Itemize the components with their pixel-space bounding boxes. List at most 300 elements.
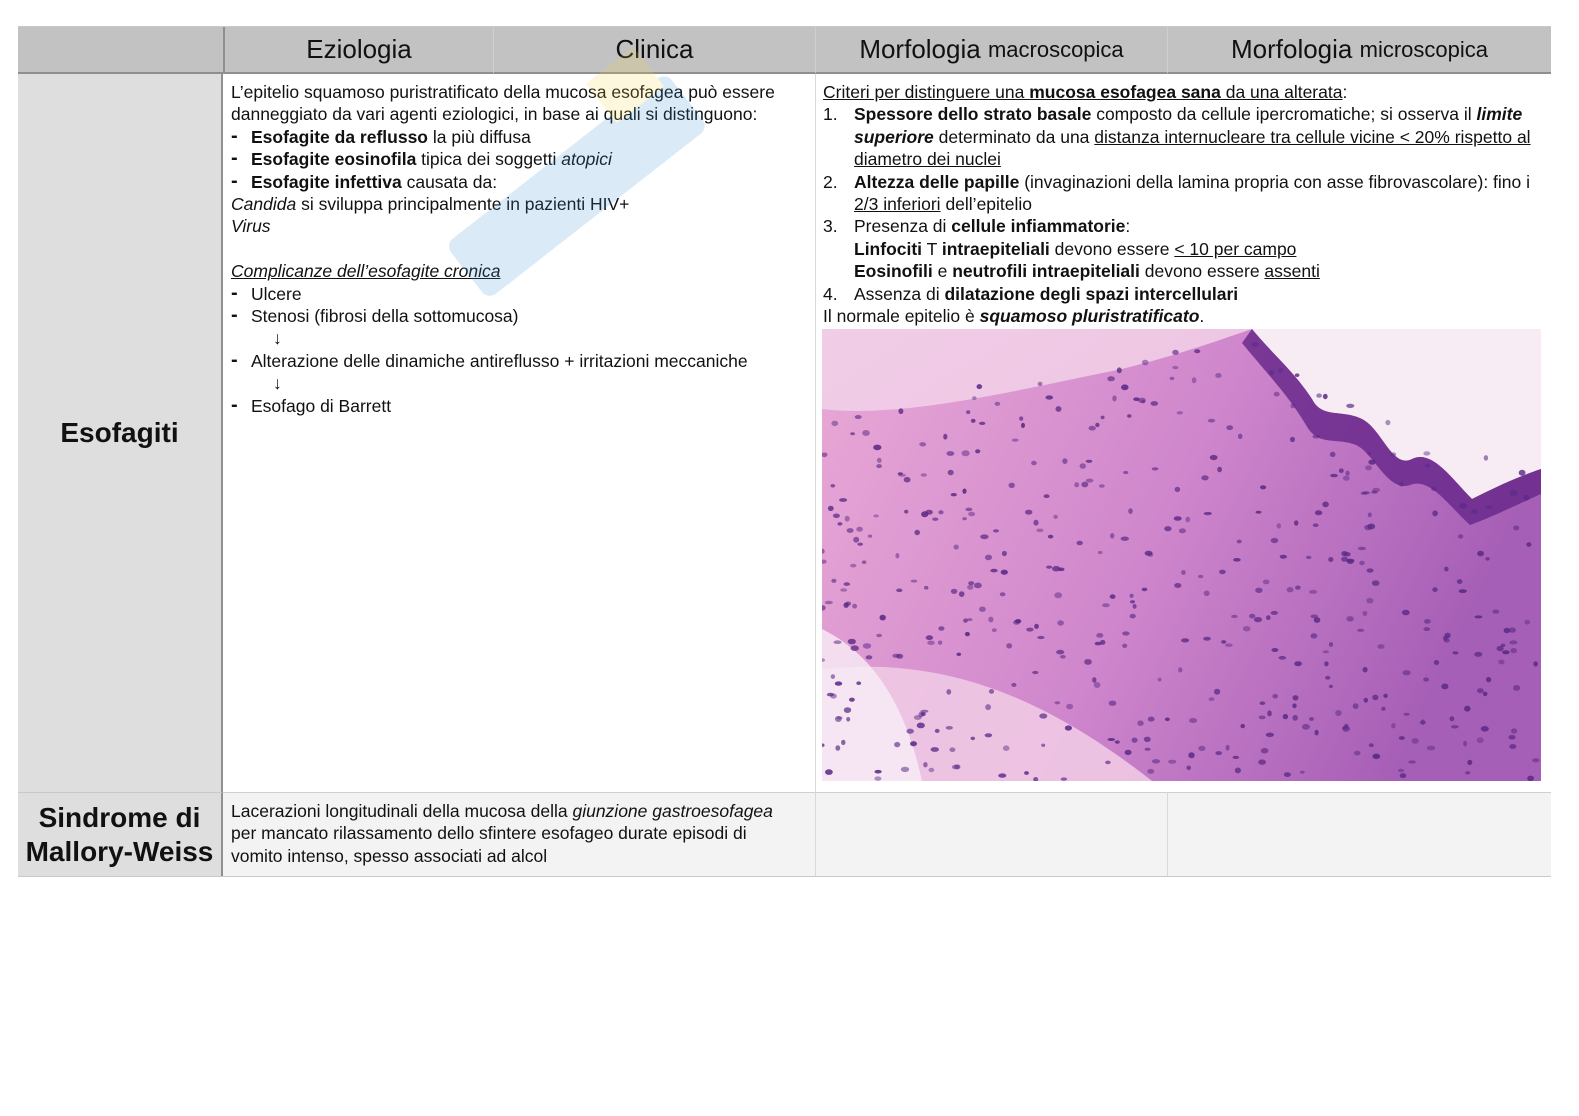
- cell-nucleus: [1013, 620, 1020, 625]
- criteria-list: [823, 103, 1543, 305]
- cell-nucleus: [1420, 721, 1426, 725]
- cell-nucleus: [1526, 542, 1531, 547]
- cell-nucleus: [898, 408, 903, 414]
- cell-nucleus: [1353, 703, 1359, 709]
- cell-nucleus: [1122, 631, 1129, 635]
- cell-nucleus: [831, 579, 836, 583]
- cell-nucleus: [1509, 640, 1517, 644]
- cell-nucleus: [993, 529, 999, 532]
- cell-nucleus: [1434, 660, 1439, 665]
- cell-nucleus: [971, 737, 976, 741]
- cell-nucleus: [919, 442, 926, 446]
- header-empty: [18, 27, 223, 74]
- cell-nucleus: [1208, 419, 1215, 423]
- cell-nucleus: [1498, 660, 1504, 665]
- cell-nucleus: [1081, 482, 1088, 488]
- cell-nucleus: [1074, 482, 1079, 487]
- cell-nucleus: [1215, 751, 1222, 755]
- cell-nucleus: [1329, 685, 1333, 688]
- cell-nucleus: [844, 582, 851, 586]
- cell-nucleus: [1339, 468, 1344, 473]
- cell-nucleus: [1062, 458, 1067, 464]
- cell-nucleus: [1266, 733, 1274, 737]
- cell-nucleus: [831, 674, 835, 679]
- cell-nucleus: [977, 384, 983, 389]
- cell-nucleus: [1221, 640, 1226, 644]
- cell-nucleus: [1444, 567, 1449, 572]
- cell-nucleus: [863, 643, 871, 649]
- cell-nucleus: [1450, 716, 1455, 721]
- cell-nucleus: [1312, 435, 1320, 439]
- cell-nucleus: [1002, 551, 1007, 556]
- cell-nucleus: [1311, 633, 1318, 638]
- cell-nucleus: [825, 601, 833, 605]
- cell-nucleus: [1249, 614, 1255, 619]
- cell-nucleus: [1152, 467, 1159, 470]
- cell-nucleus: [847, 528, 854, 533]
- cell-nucleus: [1323, 394, 1328, 399]
- cell-nucleus: [972, 396, 977, 400]
- cell-nucleus: [831, 421, 838, 426]
- cell-nucleus: [1175, 487, 1181, 492]
- cell-nucleus: [901, 767, 909, 772]
- header-eziologia: [223, 27, 493, 74]
- cell-nucleus: [1194, 349, 1200, 353]
- cell-nucleus: [947, 451, 955, 456]
- cell-nucleus: [1425, 464, 1430, 468]
- cell-nucleus: [1290, 403, 1295, 408]
- cell-nucleus: [1128, 508, 1133, 514]
- cell-nucleus: [1364, 698, 1368, 703]
- cell-nucleus: [1243, 626, 1251, 631]
- header-macroscopica: [815, 27, 1167, 74]
- cell-nucleus: [844, 707, 851, 713]
- cell-nucleus: [1048, 535, 1053, 539]
- cell-nucleus: [1204, 591, 1210, 597]
- cell-nucleus: [857, 543, 863, 546]
- cell-nucleus: [1519, 470, 1526, 476]
- cell-nucleus: [1343, 476, 1350, 481]
- cell-nucleus: [1046, 395, 1054, 399]
- cell-nucleus: [1065, 725, 1072, 730]
- cell-nucleus: [1086, 479, 1094, 483]
- cell-nucleus: [1509, 744, 1516, 749]
- cell-nucleus: [946, 726, 953, 730]
- cell-nucleus: [992, 628, 997, 632]
- cell-nucleus: [1259, 716, 1266, 720]
- cell-nucleus: [932, 518, 938, 521]
- cell-nucleus: [1513, 526, 1519, 531]
- cell-nucleus: [866, 655, 873, 659]
- list-item: - Alterazione delle dinamiche antireflusso + irritazioni meccaniche: [231, 350, 807, 372]
- cell-nucleus: [1294, 520, 1298, 525]
- cell-nucleus: [880, 615, 886, 621]
- cell-nucleus: [1012, 439, 1019, 442]
- cell-nucleus: [875, 770, 882, 774]
- cell-nucleus: [1092, 677, 1096, 683]
- cell-nucleus: [1204, 512, 1212, 515]
- cell-nucleus: [1052, 566, 1060, 572]
- cell-nucleus: [1502, 650, 1510, 654]
- cell-nucleus: [1295, 373, 1300, 377]
- cell-nucleus: [1424, 619, 1431, 624]
- list-item: - Esofagite da reflusso la più diffusa: [231, 126, 807, 148]
- cell-nucleus: [835, 681, 842, 685]
- cell-nucleus: [1198, 746, 1205, 751]
- cell-nucleus: [1441, 684, 1448, 690]
- cell-nucleus: [1363, 611, 1368, 616]
- cell-nucleus: [1366, 598, 1373, 604]
- cell-nucleus: [1107, 376, 1115, 381]
- cell-nucleus: [1280, 555, 1287, 559]
- list-item: 4. Assenza di dilatazione degli spazi intercellulari: [823, 283, 1239, 304]
- cell-nucleus: [1365, 465, 1372, 470]
- cell-nucleus: [1532, 758, 1539, 762]
- cell-nucleus: [1165, 718, 1170, 722]
- cell-nucleus: [1427, 746, 1435, 751]
- cell-nucleus: [1524, 495, 1530, 501]
- cell-nucleus: [833, 514, 840, 519]
- cell-nucleus: [1110, 533, 1114, 539]
- cell-nucleus: [1164, 526, 1171, 531]
- cell-nucleus: [1459, 503, 1467, 508]
- cell-nucleus: [1533, 661, 1538, 666]
- cell-nucleus: [1172, 350, 1179, 355]
- cell-nucleus: [1408, 760, 1416, 763]
- esofagiti-eziologia-cell: [223, 74, 815, 792]
- cell-nucleus: [1511, 728, 1517, 733]
- cell-nucleus: [852, 604, 857, 609]
- cell-nucleus: [1011, 683, 1016, 687]
- cell-nucleus: [1034, 624, 1039, 629]
- cell-nucleus: [919, 712, 924, 718]
- cell-nucleus: [1095, 423, 1099, 427]
- cell-nucleus: [1477, 737, 1484, 743]
- cell-nucleus: [1463, 741, 1467, 747]
- cell-nucleus: [1038, 382, 1043, 386]
- cell-nucleus: [828, 506, 834, 511]
- cell-nucleus: [1391, 723, 1395, 728]
- cell-nucleus: [966, 410, 970, 414]
- cell-nucleus: [1471, 509, 1478, 514]
- cell-nucleus: [1174, 583, 1181, 588]
- cell-nucleus: [1266, 615, 1271, 620]
- cell-nucleus: [1346, 471, 1350, 476]
- cell-nucleus: [840, 588, 847, 592]
- cell-nucleus: [1364, 525, 1372, 531]
- cell-nucleus: [1061, 777, 1067, 780]
- cell-nucleus: [1054, 592, 1062, 598]
- cell-nucleus: [1019, 416, 1023, 420]
- cell-nucleus: [1096, 633, 1103, 638]
- cell-nucleus: [1372, 754, 1380, 760]
- cell-nucleus: [931, 747, 939, 752]
- cell-nucleus: [924, 586, 928, 590]
- cell-nucleus: [1133, 604, 1137, 609]
- cell-nucleus: [1178, 667, 1182, 672]
- cell-nucleus: [1215, 373, 1221, 378]
- cell-nucleus: [1181, 570, 1186, 575]
- cell-nucleus: [1346, 616, 1353, 621]
- cell-nucleus: [856, 681, 861, 685]
- cell-nucleus: [965, 632, 970, 636]
- cell-nucleus: [1144, 737, 1151, 742]
- cell-nucleus: [1201, 475, 1208, 480]
- cell-nucleus: [1121, 384, 1129, 390]
- eziologia-types-list: [231, 126, 807, 193]
- cell-nucleus: [949, 747, 955, 752]
- cell-nucleus: [834, 640, 842, 644]
- cell-nucleus: [1368, 513, 1372, 518]
- list-item: - Esofagite eosinofila tipica dei soggetti atopici: [231, 148, 807, 170]
- cell-nucleus: [1003, 745, 1010, 751]
- cell-nucleus: [1383, 694, 1388, 698]
- cell-nucleus: [1026, 628, 1033, 632]
- cell-nucleus: [1329, 642, 1333, 647]
- cell-nucleus: [876, 634, 882, 637]
- row-label-mallory-weiss-text: Sindrome di Mallory-Weiss: [25, 801, 214, 867]
- cell-nucleus: [1315, 730, 1319, 736]
- cell-nucleus: [959, 591, 965, 597]
- cell-nucleus: [1148, 717, 1155, 722]
- cell-nucleus: [1151, 401, 1159, 406]
- list-item: 2. Altezza delle papille (invaginazioni della lamina propria con asse fibrovascolare): fino i 2/3 inferiori dell’epitelio: [823, 171, 1531, 215]
- cell-nucleus: [910, 741, 917, 746]
- cell-nucleus: [1377, 644, 1384, 649]
- cell-nucleus: [1391, 452, 1397, 456]
- cell-nucleus: [952, 765, 960, 770]
- cell-nucleus: [1313, 523, 1319, 527]
- cell-nucleus: [1527, 776, 1534, 781]
- complications-title: Complicanze dell’esofagite cronica: [231, 261, 501, 282]
- cell-nucleus: [1330, 474, 1338, 477]
- cell-nucleus: [907, 729, 914, 734]
- cell-nucleus: [1324, 661, 1328, 666]
- header-microscopica-main: Morfologia: [1230, 34, 1353, 64]
- cell-nucleus: [1235, 768, 1241, 774]
- cell-nucleus: [1117, 367, 1122, 373]
- cell-nucleus: [968, 581, 974, 585]
- cell-nucleus: [1214, 689, 1220, 695]
- cell-nucleus: [895, 553, 899, 558]
- cell-nucleus: [1367, 568, 1374, 572]
- cell-nucleus: [1122, 644, 1127, 648]
- cell-nucleus: [1453, 651, 1459, 654]
- cell-nucleus: [911, 580, 918, 583]
- cell-nucleus: [1300, 771, 1305, 774]
- cell-nucleus: [1354, 751, 1361, 756]
- cell-nucleus: [1137, 720, 1143, 726]
- cell-nucleus: [1095, 642, 1102, 646]
- cell-nucleus: [995, 402, 1001, 406]
- list-item: 3. Presenza di cellule infiammatorie: Linfociti T intraepiteliali devono essere < 10 per campo Eosinofili e neutrofili intraepiteliali devono essere assenti: [823, 216, 1320, 282]
- cell-nucleus: [1272, 694, 1278, 699]
- header-clinica: [493, 27, 815, 74]
- cell-nucleus: [1346, 404, 1354, 408]
- cell-nucleus: [846, 717, 850, 722]
- cell-nucleus: [1099, 484, 1105, 487]
- cell-nucleus: [898, 474, 906, 477]
- cell-nucleus: [1267, 710, 1272, 716]
- cell-nucleus: [1170, 377, 1175, 380]
- cell-nucleus: [1125, 750, 1132, 755]
- cell-nucleus: [1145, 748, 1151, 751]
- cell-nucleus: [1226, 745, 1230, 751]
- cell-nucleus: [962, 517, 966, 520]
- cell-nucleus: [921, 473, 927, 477]
- list-item: - Ulcere: [231, 283, 807, 305]
- cell-nucleus: [1185, 517, 1190, 523]
- cell-nucleus: [979, 607, 986, 612]
- cell-nucleus: [1102, 603, 1110, 607]
- mallory-weiss-eziologia-cell: [223, 792, 815, 876]
- header-microscopica-sub: microscopica: [1359, 36, 1488, 62]
- complications-list-3: [231, 395, 807, 417]
- list-item: 1. Spessore dello strato basale composto da cellule ipercromatiche; si osserva il limite superiore determinato da una distanza internucleare tra cellule vicine < 20% rispetto al diametro dei nuclei: [823, 104, 1531, 170]
- cell-nucleus: [1274, 392, 1280, 397]
- cell-nucleus: [1412, 738, 1419, 744]
- cell-nucleus: [1094, 682, 1101, 688]
- cell-nucleus: [1444, 638, 1450, 642]
- cell-nucleus: [1271, 648, 1278, 652]
- cell-nucleus: [1181, 638, 1189, 642]
- cell-nucleus: [1459, 589, 1467, 593]
- cell-nucleus: [1271, 538, 1279, 543]
- cell-nucleus: [938, 641, 942, 645]
- cell-nucleus: [1309, 717, 1314, 721]
- cell-nucleus: [1039, 713, 1047, 718]
- cell-nucleus: [1112, 395, 1116, 401]
- cell-nucleus: [1284, 772, 1291, 777]
- cell-nucleus: [927, 641, 935, 645]
- cell-nucleus: [1361, 492, 1368, 495]
- cell-nucleus: [1293, 695, 1299, 700]
- cell-nucleus: [1009, 483, 1015, 488]
- cell-nucleus: [948, 470, 954, 476]
- cell-nucleus: [1402, 610, 1410, 616]
- cell-nucleus: [1316, 393, 1322, 397]
- complications-list: [231, 283, 807, 328]
- row-label-esofagiti-text: Esofagiti: [60, 417, 179, 448]
- candida-line: Candida si sviluppa principalmente in pazienti HIV+: [231, 194, 630, 215]
- cell-nucleus: [1399, 736, 1405, 740]
- cell-nucleus: [1277, 523, 1282, 528]
- cell-nucleus: [1024, 771, 1029, 775]
- cell-nucleus: [967, 618, 973, 621]
- cell-nucleus: [1001, 570, 1008, 575]
- cell-nucleus: [1189, 718, 1197, 723]
- cell-nucleus: [1101, 416, 1105, 420]
- cell-nucleus: [1130, 600, 1135, 603]
- cell-nucleus: [1105, 761, 1111, 765]
- cell-nucleus: [1477, 551, 1484, 557]
- cell-nucleus: [1080, 463, 1086, 469]
- cell-nucleus: [1209, 697, 1215, 701]
- cell-nucleus: [1053, 515, 1058, 519]
- cell-nucleus: [1294, 661, 1302, 666]
- header-clinica-label: Clinica: [615, 34, 694, 64]
- cell-nucleus: [894, 742, 900, 747]
- cell-nucleus: [1254, 617, 1262, 622]
- cell-nucleus: [1271, 611, 1278, 615]
- cell-nucleus: [1006, 643, 1012, 648]
- cell-nucleus: [1046, 566, 1052, 569]
- cell-nucleus: [989, 689, 994, 694]
- cell-nucleus: [837, 522, 842, 526]
- cell-nucleus: [1109, 701, 1117, 706]
- cell-nucleus: [974, 583, 982, 589]
- cell-nucleus: [1295, 586, 1301, 590]
- cell-nucleus: [851, 645, 859, 651]
- cell-nucleus: [1398, 769, 1404, 773]
- cell-nucleus: [1179, 528, 1186, 533]
- cell-nucleus: [1240, 724, 1245, 728]
- cell-nucleus: [1198, 575, 1203, 579]
- cell-nucleus: [1431, 487, 1437, 491]
- header-eziologia-label: Eziologia: [306, 34, 412, 64]
- cell-nucleus: [951, 493, 957, 496]
- cell-nucleus: [962, 489, 966, 494]
- cell-nucleus: [1485, 506, 1492, 509]
- cell-nucleus: [1033, 520, 1038, 526]
- cell-nucleus: [1367, 452, 1371, 456]
- cell-nucleus: [892, 654, 900, 658]
- cell-nucleus: [1314, 617, 1321, 623]
- cell-nucleus: [1186, 766, 1191, 771]
- cell-nucleus: [1225, 643, 1233, 647]
- cell-nucleus: [1315, 510, 1322, 515]
- cell-nucleus: [1115, 740, 1120, 743]
- cell-nucleus: [938, 626, 944, 631]
- cell-nucleus: [1279, 656, 1287, 660]
- cell-nucleus: [1485, 557, 1490, 561]
- cell-nucleus: [1172, 366, 1178, 369]
- cell-nucleus: [1066, 704, 1073, 710]
- cell-nucleus: [1509, 627, 1516, 632]
- cell-nucleus: [1032, 671, 1038, 674]
- cell-nucleus: [1055, 701, 1061, 704]
- virus-line: Virus: [231, 216, 271, 237]
- cell-nucleus: [1260, 701, 1266, 705]
- cell-nucleus: [1432, 587, 1437, 592]
- normal-epithelium-line: Il normale epitelio è squamoso pluristratificato.: [823, 306, 1205, 327]
- cell-nucleus: [845, 516, 850, 522]
- cell-nucleus: [1031, 461, 1037, 466]
- cell-nucleus: [1451, 725, 1459, 728]
- cell-nucleus: [1210, 455, 1218, 460]
- cell-nucleus: [1077, 541, 1083, 546]
- cell-nucleus: [1464, 706, 1470, 712]
- cell-nucleus: [1278, 368, 1283, 373]
- cell-nucleus: [1152, 759, 1160, 763]
- cell-nucleus: [1481, 726, 1489, 732]
- cell-nucleus: [1342, 726, 1350, 732]
- cell-nucleus: [1269, 370, 1274, 376]
- cell-nucleus: [1372, 488, 1380, 492]
- down-arrow-icon: ↓: [273, 328, 282, 349]
- cell-nucleus: [921, 511, 928, 517]
- cell-nucleus: [975, 449, 980, 453]
- cell-nucleus: [1483, 692, 1488, 697]
- cell-nucleus: [904, 510, 908, 514]
- cell-nucleus: [1403, 670, 1411, 675]
- cell-nucleus: [1258, 759, 1266, 764]
- cell-nucleus: [1423, 677, 1429, 681]
- cell-nucleus: [1255, 588, 1262, 593]
- cell-nucleus: [1508, 735, 1515, 740]
- cell-nucleus: [1400, 773, 1407, 778]
- cell-nucleus: [856, 527, 863, 532]
